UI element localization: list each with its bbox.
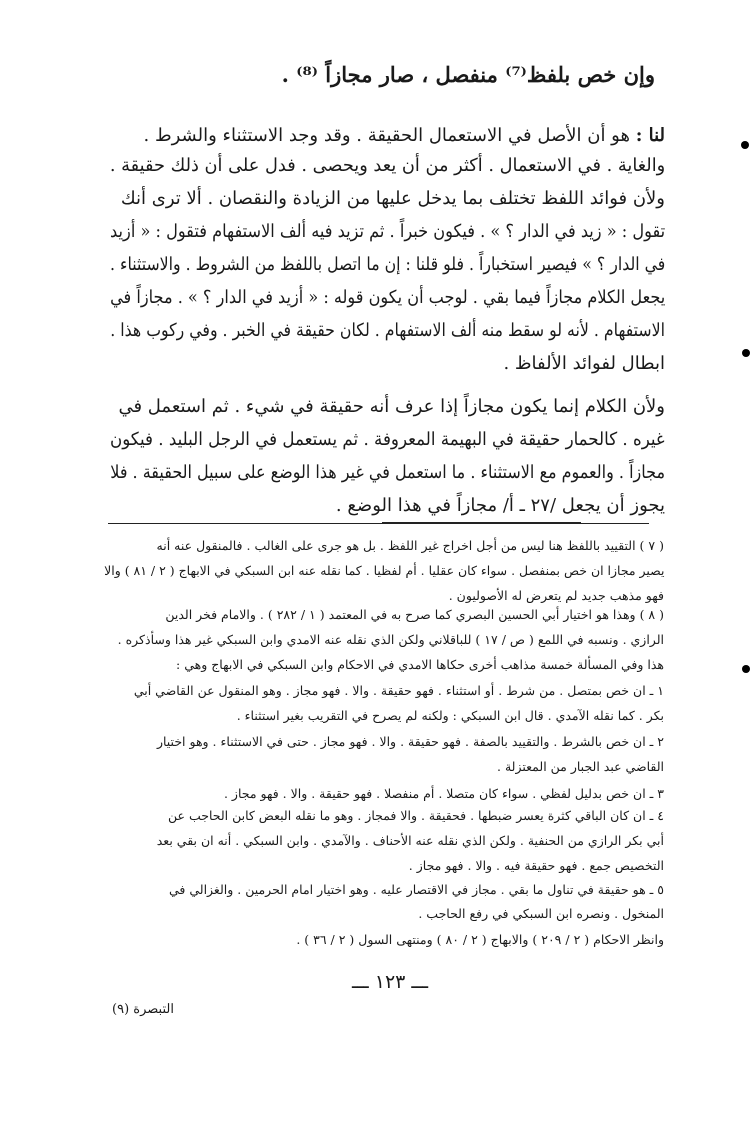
body-line-3: ولأن فوائد اللفظ تختلف بما يدخل عليها من الزيادة والنقصان . ألا ترى أنك <box>120 188 665 209</box>
body-line-5: في الدار ؟ » فيصير استخباراً . فلو قلنا : إن ما اتصل باللفظ من الشروط . والاستثناء . <box>109 254 665 275</box>
footnote-line-13: أبي بكر الرازي من الحنفية . ولكن الذي نقله عنه الأحناف . والآمدي . وابن السبكي . أنه ان بقي بعد <box>156 833 664 848</box>
footnote-line-15: ٥ ـ هو حقيقة في تناول ما بقي . مجاز في الاقتصار عليه . وهو اختيار امام الحرمين . والغزالي في <box>168 882 664 897</box>
footnote-line-1: ( ٧ ) التقييد باللفظ هنا ليس من أجل اخراج غير اللفظ . بل هو جرى على الغالب . فالمنقول عنه أنه <box>156 538 664 553</box>
body-line-10: غيره . كالحمار حقيقة في البهيمة المعروفة . ثم يستعمل في الرجل البليد . فيكون <box>110 429 665 450</box>
footnote-line-3: فهو مذهب جديد لم يتعرض له الأصوليون . <box>448 588 664 603</box>
page-number: ـــ ١٢٣ ـــ <box>352 971 429 993</box>
footnote-line-17: وانظر الاحكام ( ٢ / ٢٠٩ ) والابهاج ( ٢ / ٨٠ ) ومنتهى السول ( ٢ / ٣٦ ) . <box>296 932 664 947</box>
footnote-line-14: التخصيص جمع . فهو حقيقة فيه . والا . فهو مجاز . <box>408 858 664 873</box>
footnote-line-4: ( ٨ ) وهذا هو اختيار أبي الحسين البصري كما صرح به في المعتمد ( ١ / ٢٨٢ ) . والامام فخر الدين <box>165 607 664 622</box>
footnote-line-2: يصير مجازا ان خص بمنفصل . سواء كان عقليا . أم لفظيا . كما نقله عنه ابن السبكي في الابهاج ( ٢ / ٨١ ) والا <box>103 563 664 578</box>
footnote-line-12: ٤ ـ ان كان الباقي كثرة يعسر ضبطها . فحقيقة . والا فمجاز . وهو ما نقله البعض كابن الحاجب عن <box>168 808 664 823</box>
body-line-9: ولأن الكلام إنما يكون مجازاً إذا عرف أنه حقيقة في شيء . ثم استعمل في <box>118 396 665 417</box>
footnote-separator <box>108 523 649 524</box>
footnote-line-11: ٣ ـ ان خص بدليل لفظي . سواء كان متصلا . أم منفصلا . فهو حقيقة . والا . فهو مجاز . <box>223 786 664 801</box>
body-text-1: هو أن الأصل في الاستعمال الحقيقة . وقد وجد الاستثناء والشرط . <box>143 125 636 146</box>
binding-mark-icon <box>742 349 750 357</box>
binding-mark-icon <box>741 141 749 149</box>
signature-mark: التبصرة (٩) <box>112 1002 174 1017</box>
footnote-line-8: بكر . كما نقله الآمدي . قال ابن السبكي : ولكنه لم يصرح في التقريب بغير استثناء . <box>236 708 664 723</box>
footnote-line-5: الرازي . ونسبه في اللمع ( ص / ١٧ ) للباقلاني ولكن الذي نقله عنه الامدي وابن السبكي غير هذا وسأذكره . <box>117 632 664 647</box>
footnote-line-10: القاضي عبد الجبار من المعتزلة . <box>497 759 664 774</box>
section-heading: وإن خص بلفظ⁽⁷⁾ منفصل ، صار مجازاً ⁽⁸⁾ . <box>281 62 655 87</box>
footnote-line-6: هذا وفي المسألة خمسة مذاهب أخرى حكاها الامدي في الاحكام وابن السبكي في الابهاج وهي : <box>176 657 664 672</box>
body-line-11: مجازاً . والعموم مع الاستثناء . ما استعمل في غير هذا الوضع على سبيل الحقيقة . فلا <box>110 462 665 483</box>
footnote-line-9: ٢ ـ ان خص بالشرط . والتقييد بالصفة . فهو حقيقة . والا . فهو مجاز . حتى في الاستثناء . وهو اختيار <box>156 734 664 749</box>
body-line-4: تقول : « زيد في الدار ؟ » . فيكون خبراً . ثم تزيد فيه ألف الاستفهام فتقول : « أزيد <box>109 221 665 242</box>
footnote-line-7: ١ ـ ان خص بمتصل . من شرط . أو استثناء . فهو حقيقة . والا . فهو مجاز . وهو المنقول عن القاضي أبي <box>133 683 664 698</box>
argument-lead: لنا : <box>635 125 665 146</box>
footnote-line-16: المنخول . ونصره ابن السبكي في رفع الحاجب . <box>418 906 664 921</box>
body-line-12: يجوز أن يجعل /٢٧ ـ أ/ مجازاً في هذا الوضع . <box>335 495 665 516</box>
body-line-1 <box>144 125 665 146</box>
binding-mark-icon <box>742 665 750 673</box>
body-line-6: يجعل الكلام مجازاً فيما بقي . لوجب أن يكون قوله : « أزيد في الدار ؟ » . مجازاً في <box>109 287 665 308</box>
body-line-8: ابطال لفوائد الألفاظ . <box>503 353 665 374</box>
body-line-7: الاستفهام . لأنه لو سقط منه ألف الاستفهام . لكان حقيقة في الخبر . وفي ركوب هذا . <box>110 320 665 341</box>
body-line-2: والغاية . في الاستعمال . أكثر من أن يعد ويحصى . فدل على أن ذلك حقيقة . <box>109 155 665 176</box>
